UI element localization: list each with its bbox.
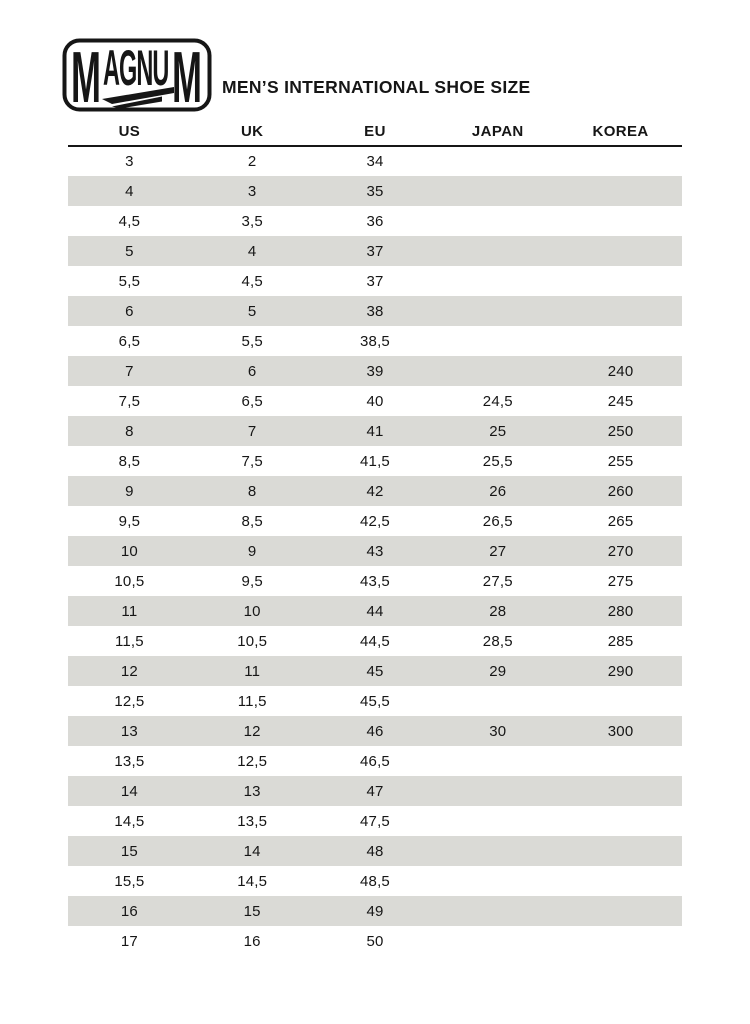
size-cell: 275: [607, 572, 634, 590]
size-cell: 30: [489, 722, 507, 740]
size-cell: 10: [120, 542, 138, 560]
column-header-eu: EU: [314, 117, 437, 146]
size-cell: 255: [607, 452, 634, 470]
size-cell: 49: [366, 902, 384, 920]
logo-letter-last-m: M: [172, 38, 202, 112]
size-cell: 8: [247, 482, 257, 500]
table-row: [68, 566, 682, 596]
size-cell: 8: [125, 422, 134, 440]
size-cell: 11: [244, 662, 261, 680]
size-cell: 8,5: [241, 512, 263, 530]
size-cell: 3: [125, 153, 134, 170]
size-cell: 6,5: [118, 332, 141, 350]
size-cell: [559, 326, 682, 356]
size-cell: 4: [125, 182, 134, 200]
table-row: [68, 296, 682, 326]
size-cell: 7,5: [118, 392, 141, 410]
size-cell: [559, 926, 682, 956]
size-cell: 5,5: [241, 332, 263, 350]
table-row: [68, 596, 682, 626]
size-cell: 13: [243, 782, 261, 800]
size-cell: 48: [366, 842, 384, 860]
size-cell: [559, 776, 682, 806]
table-row: [68, 536, 682, 566]
size-cell: [559, 266, 682, 296]
column-header-korea: KOREA: [559, 117, 682, 146]
size-cell: [436, 926, 559, 956]
size-cell: 245: [607, 392, 634, 410]
table-row: [68, 356, 682, 386]
size-cell: 240: [607, 362, 634, 380]
size-cell: [436, 146, 559, 176]
size-cell: 4: [247, 242, 257, 260]
size-cell: 48,5: [359, 872, 390, 890]
table-row: [68, 746, 682, 776]
table-body: [68, 146, 682, 956]
size-cell: [559, 686, 682, 716]
table-row: [68, 806, 682, 836]
size-cell: [436, 836, 559, 866]
logo-letters-agnu: AGNU: [103, 41, 169, 97]
size-cell: 9,5: [241, 572, 263, 590]
size-cell: [559, 746, 682, 776]
table-row: [68, 386, 682, 416]
size-cell: [436, 296, 559, 326]
size-cell: 36: [366, 212, 384, 230]
size-cell: 47,5: [359, 812, 390, 830]
size-cell: 4,5: [118, 212, 141, 230]
table-row: [68, 896, 682, 926]
size-cell: 285: [607, 632, 634, 650]
size-cell: 11,5: [114, 632, 144, 650]
table-row: [68, 416, 682, 446]
size-cell: [436, 686, 559, 716]
size-cell: 3,5: [241, 212, 263, 230]
size-cell: [559, 176, 682, 206]
size-cell: 46,5: [359, 752, 390, 770]
size-cell: 6: [125, 302, 134, 320]
size-cell: 8,5: [118, 452, 141, 470]
size-cell: 28: [489, 602, 507, 620]
table-row: [68, 866, 682, 896]
size-cell: 265: [607, 512, 634, 530]
size-cell: 26: [489, 482, 507, 500]
size-cell: [436, 866, 559, 896]
size-cell: 10: [243, 602, 261, 620]
table-row: [68, 476, 682, 506]
size-cell: 35: [366, 182, 384, 200]
size-cell: [436, 236, 559, 266]
table-header: [68, 117, 682, 146]
size-cell: [436, 356, 559, 386]
size-cell: 16: [243, 932, 261, 950]
size-cell: 12,5: [237, 752, 268, 770]
table-row: [68, 206, 682, 236]
size-cell: [559, 206, 682, 236]
size-cell: 39: [366, 362, 384, 380]
column-header-uk: UK: [191, 117, 314, 146]
size-cell: 43: [366, 542, 384, 560]
size-cell: 45: [366, 662, 384, 680]
size-cell: [436, 326, 559, 356]
size-cell: 13,5: [237, 812, 268, 830]
size-cell: 10,5: [237, 632, 268, 650]
size-cell: 250: [607, 422, 634, 440]
size-cell: 5: [125, 242, 134, 260]
size-cell: 12: [243, 722, 261, 740]
size-cell: 17: [120, 932, 138, 950]
size-cell: 41: [366, 422, 384, 440]
size-cell: 7: [247, 422, 257, 440]
size-cell: 44: [366, 602, 384, 620]
size-cell: [436, 176, 559, 206]
size-cell: 42,5: [359, 512, 390, 530]
size-cell: [559, 806, 682, 836]
size-cell: [436, 746, 559, 776]
size-cell: 270: [607, 542, 634, 560]
table-row: [68, 266, 682, 296]
size-cell: 6,5: [241, 392, 263, 410]
size-cell: 15,5: [114, 872, 145, 890]
table-row: [68, 926, 682, 956]
table-row: [68, 716, 682, 746]
size-cell: 45,5: [359, 692, 390, 710]
size-cell: [436, 806, 559, 836]
table-row: [68, 836, 682, 866]
size-cell: 26,5: [482, 512, 513, 530]
size-cell: [559, 146, 682, 176]
size-cell: 3: [247, 182, 257, 200]
column-header-us: US: [68, 117, 191, 146]
table-header-row: [68, 117, 682, 146]
size-cell: 4,5: [241, 272, 263, 290]
table-row: [68, 146, 682, 176]
size-cell: 14,5: [114, 812, 145, 830]
size-cell: [559, 836, 682, 866]
size-cell: 2: [247, 153, 257, 170]
table-row: [68, 686, 682, 716]
size-cell: 41,5: [359, 452, 390, 470]
size-cell: 16: [120, 902, 138, 920]
size-cell: 5: [247, 302, 257, 320]
size-cell: 38: [366, 302, 384, 320]
size-cell: 13,5: [114, 752, 145, 770]
size-cell: [436, 206, 559, 236]
size-cell: 25,5: [482, 452, 513, 470]
size-cell: 38,5: [359, 332, 390, 350]
table-row: [68, 776, 682, 806]
size-cell: 300: [607, 722, 634, 740]
size-cell: 7,5: [241, 452, 263, 470]
size-cell: 27,5: [482, 572, 513, 590]
size-cell: 29: [489, 662, 507, 680]
size-cell: 12: [120, 662, 138, 680]
size-cell: 9: [247, 542, 257, 560]
size-cell: 290: [607, 662, 634, 680]
size-cell: 37: [366, 272, 384, 290]
size-cell: 13: [120, 722, 138, 740]
column-header-japan: JAPAN: [436, 117, 559, 146]
size-cell: [436, 896, 559, 926]
size-cell: 12,5: [114, 692, 145, 710]
table-row: [68, 326, 682, 356]
size-cell: 260: [607, 482, 634, 500]
table-row: [68, 176, 682, 206]
size-cell: 24,5: [482, 392, 513, 410]
size-cell: [436, 266, 559, 296]
size-cell: 14: [120, 782, 138, 800]
table-row: [68, 236, 682, 266]
size-cell: 40: [366, 392, 384, 410]
size-cell: 9,5: [118, 512, 141, 530]
size-cell: 28,5: [482, 632, 513, 650]
table-row: [68, 506, 682, 536]
size-cell: 14: [243, 842, 261, 860]
size-cell: 14,5: [237, 872, 268, 890]
size-cell: 6: [247, 362, 257, 380]
size-cell: 10,5: [114, 572, 145, 590]
page-title: MEN’S INTERNATIONAL SHOE SIZE: [222, 77, 531, 97]
size-cell: 47: [366, 782, 384, 800]
logo-letter-first-m: M: [71, 38, 101, 112]
size-cell: 5,5: [118, 272, 141, 290]
size-cell: 11,5: [237, 692, 267, 710]
size-cell: 25: [489, 422, 507, 440]
magnum-logo: [62, 38, 212, 112]
table-row: [68, 626, 682, 656]
size-cell: 9: [125, 482, 134, 500]
size-cell: 15: [120, 842, 138, 860]
size-cell: 11: [121, 602, 138, 620]
size-cell: [559, 236, 682, 266]
size-cell: [559, 896, 682, 926]
size-cell: 34: [366, 153, 384, 170]
size-cell: 27: [489, 542, 507, 560]
size-table: [68, 117, 682, 956]
table-row: [68, 656, 682, 686]
size-cell: 43,5: [359, 572, 390, 590]
size-cell: 44,5: [359, 632, 390, 650]
size-cell: 50: [366, 932, 384, 950]
size-cell: [559, 296, 682, 326]
size-cell: [436, 776, 559, 806]
size-cell: 7: [125, 362, 134, 380]
table-row: [68, 446, 682, 476]
size-cell: 280: [607, 602, 634, 620]
size-cell: 42: [366, 482, 384, 500]
size-cell: [559, 866, 682, 896]
size-cell: 37: [366, 242, 384, 260]
size-cell: 46: [366, 722, 384, 740]
size-cell: 15: [243, 902, 261, 920]
